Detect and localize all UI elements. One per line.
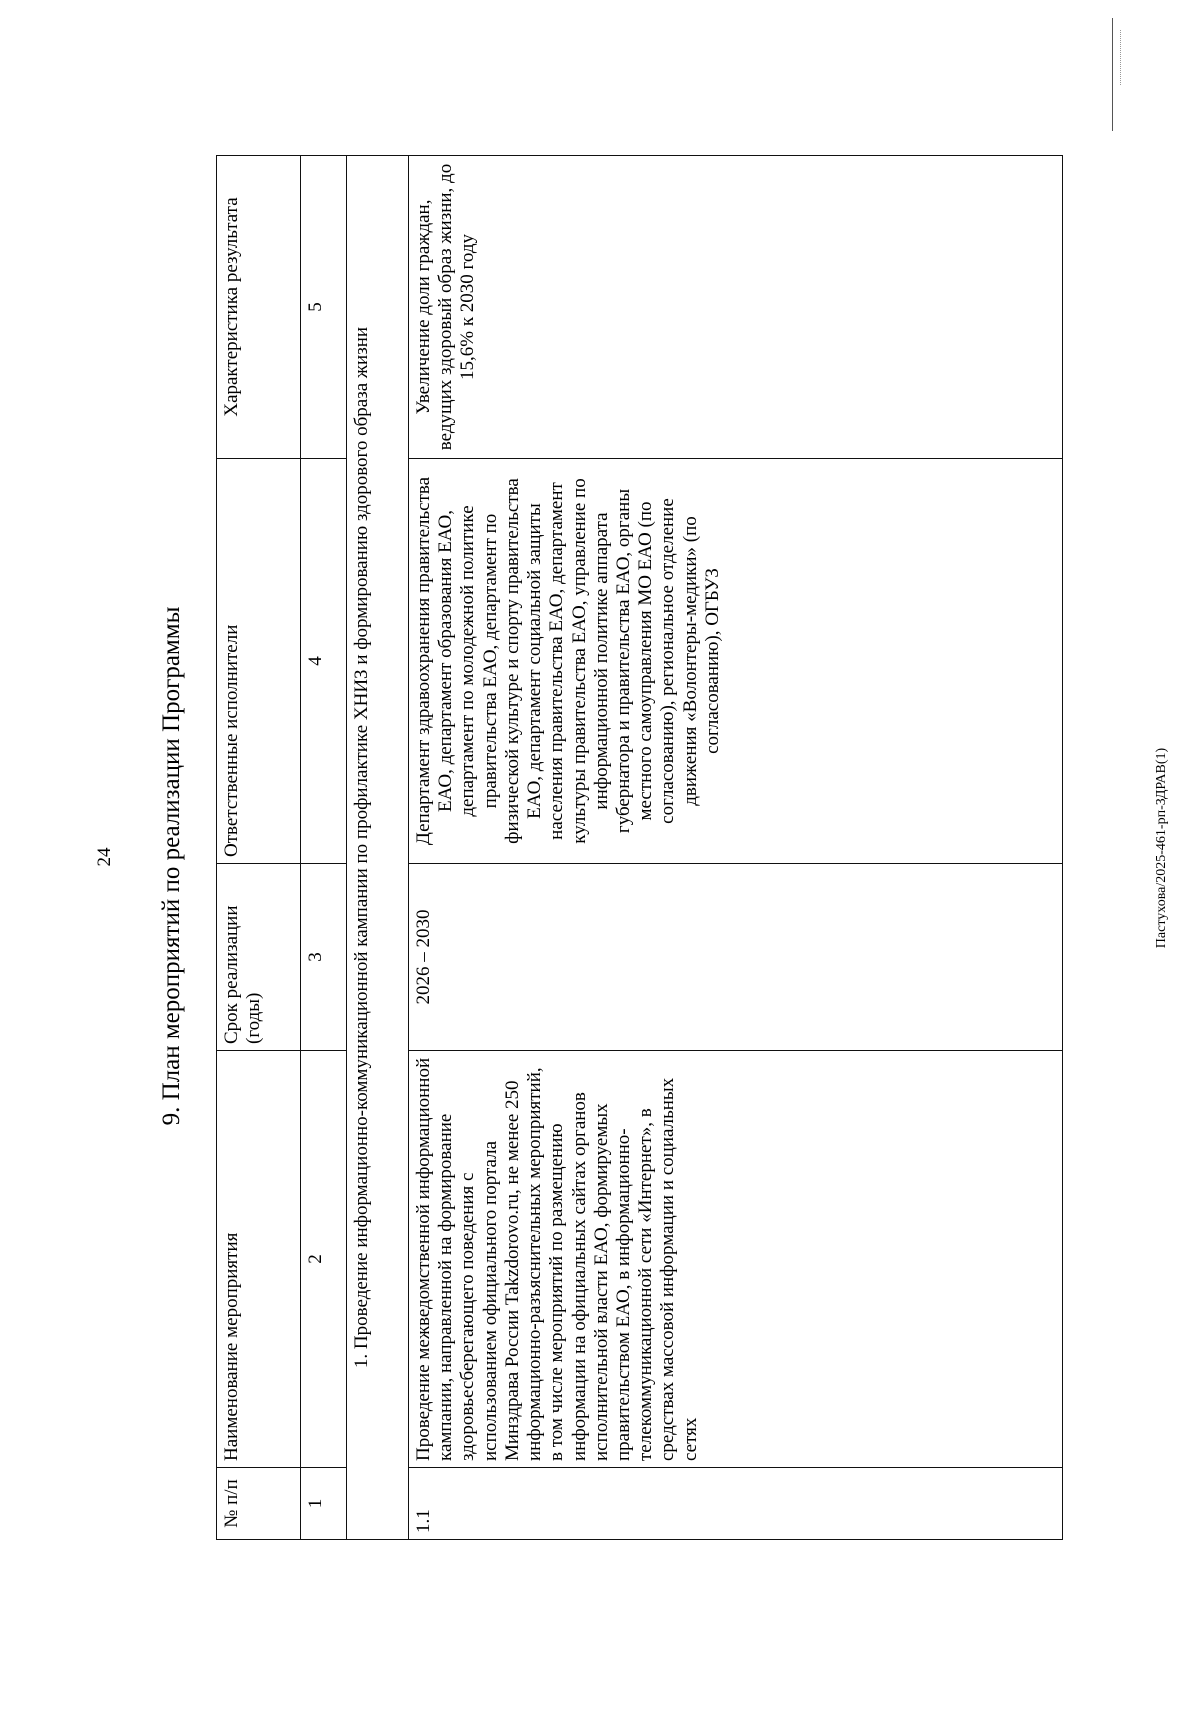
document-footer-code: Пастухова/2025-461-рп-ЗДРАВ(1) [1154, 747, 1169, 949]
column-number: 3 [301, 864, 347, 1051]
header-number: № п/п [217, 1468, 301, 1540]
column-number: 2 [301, 1051, 347, 1468]
column-number: 5 [301, 156, 347, 459]
event-description: Проведение межведомственной информационной кампании, направленной на формирование здоровьесберегающего поведения с использованием официального портала Минздрава России Takzdorovo.ru, не менее 250 информационно-разъяснительных мероприятий, в том числе мероприятий по размещению информации на официальных сайтах органов исполнительной власти ЕАО, формируемых правительством ЕАО, в информационно-телекоммуникационной сети «Интернет», в средствах массовой информации и социальных сетях [409, 1051, 1063, 1468]
table-header-row [217, 156, 301, 1540]
footer-dotted-line [1120, 30, 1122, 85]
section-row [347, 156, 409, 1540]
header-result: Характеристика результата [217, 156, 301, 459]
event-result: Увеличение доли граждан, ведущих здоровый образ жизни, до 15,6% к 2030 году [409, 156, 1063, 459]
column-number: 4 [301, 459, 347, 864]
column-number: 1 [301, 1468, 347, 1540]
header-term: Срок реализации (годы) [217, 864, 301, 1051]
event-term: 2026 – 2030 [409, 864, 1063, 1051]
row-number: 1.1 [409, 1468, 1063, 1540]
event-executors: Департамент здравоохранения правительства ЕАО, департамент образования ЕАО, департамент по молодежной политике правительства ЕАО, департамент по физической культуре и спорту правительства ЕАО, департамент социальной защиты населения правительства ЕАО, департамент культуры правительства ЕАО, управление по информационной политике аппарата губернатора и правительства ЕАО, органы местного самоуправления МО ЕАО (по согласованию), региональное отделение движения «Волонтеры-медики» (по согласованию), ОГБУЗ [409, 459, 1063, 864]
section-title: 9. План мероприятий по реализации Программы [158, 606, 185, 1126]
plan-table-container [216, 156, 1062, 1540]
header-event-name: Наименование мероприятия [217, 1051, 301, 1468]
table-row [409, 156, 1063, 1540]
plan-table [216, 155, 1063, 1540]
header-executors: Ответственные исполнители [217, 459, 301, 864]
page-number: 24 [94, 847, 115, 867]
column-numbers-row [301, 156, 347, 1540]
section-heading: 1. Проведение информационно-коммуникационной кампании по профилактике ХНИЗ и формированию здорового образа жизни [347, 156, 409, 1540]
footer-rule [1112, 18, 1113, 131]
